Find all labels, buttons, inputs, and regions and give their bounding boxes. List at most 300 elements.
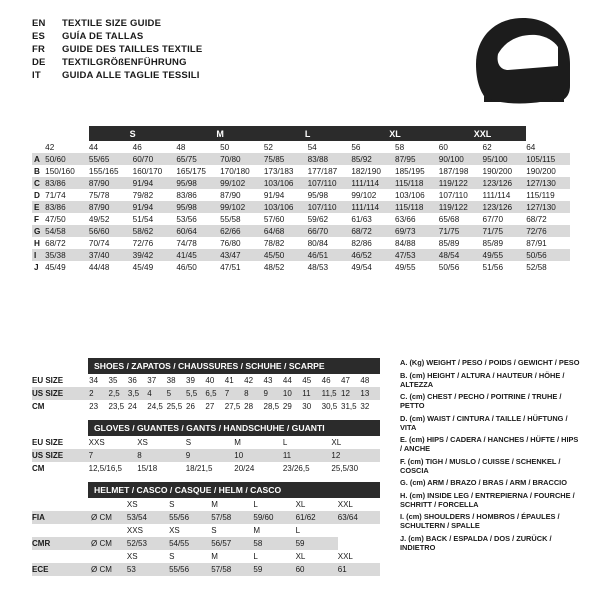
measurement-cell: 49/54 xyxy=(351,262,372,272)
numeric-size-cell: 50 xyxy=(220,142,230,152)
measurement-cell: 83/88 xyxy=(308,153,352,165)
size-cell: 27 xyxy=(205,402,215,411)
size-cell: 9 xyxy=(264,387,283,400)
helmet-standard-label: ECE xyxy=(32,563,91,576)
table-row xyxy=(32,374,380,387)
language-title: GUIDE DES TAILLES TEXTILE xyxy=(62,44,203,55)
measurement-cell: 85/89 xyxy=(482,238,504,248)
spacer-cell xyxy=(91,550,127,563)
legend-item: G. (cm) ARM / BRAZO / BRAS / ARM / BRACCIO xyxy=(400,478,567,488)
helmet-size-cell: 55/56 xyxy=(169,511,211,524)
helmet-size-label: XXL xyxy=(337,500,353,509)
helmet-size-cell: 53 xyxy=(127,563,169,576)
size-cell: 9 xyxy=(186,449,235,462)
measurement-cell: 54/58 xyxy=(45,225,89,237)
numeric-size-cell: 52 xyxy=(263,142,273,152)
size-cell: 23/26,5 xyxy=(282,464,310,473)
measurement-cell: 49/52 xyxy=(88,214,110,224)
legend-item: I. (cm) SHOULDERS / HOMBROS / ÉPAULES / SCHULTERN / SPALLE xyxy=(400,512,560,531)
measurement-cell: 111/114 xyxy=(482,190,511,200)
helmet-size-cell: 59 xyxy=(253,563,295,576)
numeric-size-cell: 48 xyxy=(176,142,186,152)
spacer-cell xyxy=(91,498,127,511)
measurement-cell: 103/106 xyxy=(395,190,425,200)
row-label: EU SIZE xyxy=(32,376,64,385)
language-row xyxy=(32,70,452,81)
size-cell: 37 xyxy=(147,376,157,385)
numeric-size-cell: 42 xyxy=(45,142,55,152)
helmet-unit-label: Ø CM xyxy=(91,511,127,524)
measurement-cell: 115/119 xyxy=(526,190,555,200)
table-row xyxy=(32,177,570,189)
size-cell: M xyxy=(234,438,241,447)
numeric-size-cell: 60 xyxy=(438,142,448,152)
size-cell: 35 xyxy=(108,376,118,385)
measurement-cell: 111/114 xyxy=(351,177,395,189)
size-group-label: XL xyxy=(351,126,438,141)
numeric-size-cell: 46 xyxy=(132,142,142,152)
size-cell: 30 xyxy=(302,402,312,411)
measurement-cell: 65/75 xyxy=(176,153,220,165)
measurement-cell: 182/190 xyxy=(351,166,381,176)
measurement-cell: 49/55 xyxy=(483,249,527,261)
measurement-cell: 35/38 xyxy=(45,249,89,261)
helmet-standard-label: CMR xyxy=(32,537,91,550)
measurement-cell: 74/78 xyxy=(176,238,197,248)
measurement-cell: 70/80 xyxy=(220,153,264,165)
measurement-cell: 103/106 xyxy=(264,201,308,213)
helmet-size-label: L xyxy=(253,500,258,509)
language-title: TEXTILE SIZE GUIDE xyxy=(62,18,162,29)
table-row xyxy=(32,261,570,273)
measurement-cell: 62/66 xyxy=(220,225,264,237)
size-cell: 43 xyxy=(263,376,273,385)
size-cell: 28 xyxy=(244,402,254,411)
size-cell: 25,5 xyxy=(166,402,183,411)
measurement-row-label: A xyxy=(32,153,45,165)
table-row xyxy=(32,511,380,524)
helmet-size-label: XXS xyxy=(126,526,143,535)
helmet-size-header-row xyxy=(32,524,380,537)
measurement-cell: 39/42 xyxy=(133,249,177,261)
table-row xyxy=(32,189,570,201)
size-cell: 32 xyxy=(360,402,370,411)
measurement-cell: 75/85 xyxy=(264,153,308,165)
measurement-cell: 80/84 xyxy=(307,238,329,248)
helmet-size-cell: 52/53 xyxy=(127,537,169,550)
helmet-size-label: S xyxy=(169,552,175,561)
row-label: US SIZE xyxy=(32,449,89,462)
measurement-cell: 61/63 xyxy=(351,214,372,224)
measurement-cell: 57/60 xyxy=(263,214,285,224)
size-cell: XS xyxy=(137,438,148,447)
measurement-cell: 85/92 xyxy=(351,153,395,165)
size-cell: XL xyxy=(331,438,342,447)
measurement-cell: 127/130 xyxy=(526,201,570,213)
measurement-cell: 71/75 xyxy=(483,225,527,237)
size-cell: 5,5 xyxy=(186,387,205,400)
size-cell: 2 xyxy=(89,387,108,400)
measurement-cell: 48/54 xyxy=(439,249,483,261)
size-cell: 42 xyxy=(244,376,254,385)
measurement-cell: 50/56 xyxy=(526,249,570,261)
measurement-cell: 37/40 xyxy=(89,249,133,261)
measurement-cell: 55/65 xyxy=(89,153,133,165)
size-cell: 7 xyxy=(89,449,138,462)
language-row xyxy=(32,44,452,55)
measurement-cell: 87/90 xyxy=(220,190,241,200)
measurement-row-label: C xyxy=(32,177,45,189)
measurement-cell: 48/52 xyxy=(263,262,285,272)
table-row xyxy=(32,237,570,249)
measurement-cell: 150/160 xyxy=(45,166,75,176)
helmet-size-cell: 59 xyxy=(296,537,338,550)
helmet-size-cell: 60 xyxy=(296,563,338,576)
helmet-size-cell: 57/58 xyxy=(211,511,253,524)
size-cell: L xyxy=(282,438,288,447)
legend-item: B. (cm) HEIGHT / ALTURA / HAUTEUR / HÖHE / ALTEZZA xyxy=(400,370,565,389)
helmet-size-label: XL xyxy=(295,552,306,561)
size-cell: 15/18 xyxy=(137,464,158,473)
measurement-cell: 47/51 xyxy=(220,262,241,272)
measurement-cell: 84/88 xyxy=(395,238,416,248)
row-label xyxy=(32,550,91,563)
size-cell: 12,5/16,5 xyxy=(88,464,123,473)
language-code: FR xyxy=(32,44,46,55)
language-code: EN xyxy=(32,18,46,29)
legend-item: D. (cm) WAIST / CINTURA / TAILLE / HÜFTUNG / VITA xyxy=(400,413,568,432)
measurement-cell: 115/118 xyxy=(395,177,439,189)
measurement-cell: 47/53 xyxy=(395,249,439,261)
size-cell: 28,5 xyxy=(263,402,280,411)
row-label: US SIZE xyxy=(32,387,89,400)
helmet-unit-label: Ø CM xyxy=(91,563,127,576)
row-label: CM xyxy=(32,402,45,411)
size-cell: 47 xyxy=(341,376,350,385)
measurement-cell: 95/98 xyxy=(176,177,220,189)
size-cell: 11 xyxy=(302,387,321,400)
measurement-cell: 76/80 xyxy=(220,238,241,248)
helmet-size-label: M xyxy=(211,552,218,561)
measurement-cell: 99/102 xyxy=(351,190,377,200)
measurement-cell: 69/73 xyxy=(395,225,439,237)
helmet-size-cell: 57/58 xyxy=(211,563,253,576)
helmet-size-label: XS xyxy=(169,526,180,535)
measurement-cell: 115/118 xyxy=(395,201,439,213)
measurement-cell: 41/45 xyxy=(176,249,220,261)
size-cell: 11 xyxy=(283,449,332,462)
row-label: EU SIZE xyxy=(32,438,64,447)
size-cell: 41 xyxy=(224,376,234,385)
measurement-cell: 87/90 xyxy=(89,201,133,213)
size-cell: 36 xyxy=(127,376,137,385)
measurement-cell: 56/60 xyxy=(89,225,133,237)
measurement-cell: 72/76 xyxy=(526,225,570,237)
measurement-cell: 82/86 xyxy=(351,238,372,248)
helmet-size-cell: 58 xyxy=(253,537,295,550)
numeric-size-row xyxy=(32,141,570,153)
legend-item: E. (cm) HIPS / CADERA / HANCHES / HÜFTE / HIPS / ANCHE xyxy=(400,435,579,454)
measurement-cell: 44/48 xyxy=(88,262,110,272)
helmet-icon xyxy=(468,14,578,114)
measurement-cell: 71/75 xyxy=(439,225,483,237)
measurement-cell: 78/82 xyxy=(263,238,285,248)
size-cell: 40 xyxy=(205,376,215,385)
measurement-row-label: D xyxy=(34,190,40,200)
measurement-cell: 71/74 xyxy=(45,190,66,200)
table-row xyxy=(32,201,570,213)
numeric-size-cell: 56 xyxy=(351,142,361,152)
language-title: TEXTILGRÖßENFÜHRUNG xyxy=(62,57,187,68)
measurement-cell: 70/74 xyxy=(88,238,110,248)
legend-item: J. (cm) BACK / ESPALDA / DOS / ZURÜCK / INDIETRO xyxy=(400,534,552,553)
helmet-size-cell: 55/56 xyxy=(169,563,211,576)
size-cell: XXS xyxy=(88,438,105,447)
measurement-cell: 68/72 xyxy=(526,214,547,224)
size-cell: 3,5 xyxy=(128,387,147,400)
size-cell: S xyxy=(185,438,192,447)
equipment-size-panel xyxy=(32,358,380,576)
helmet-size-cell: 61 xyxy=(338,563,380,576)
size-cell: 45 xyxy=(302,376,312,385)
measurement-cell: 49/55 xyxy=(395,262,416,272)
size-cell: 26 xyxy=(186,402,195,411)
measurement-cell: 60/70 xyxy=(133,153,177,165)
size-cell: 39 xyxy=(186,376,195,385)
measurement-row-label: F xyxy=(34,214,40,224)
table-row xyxy=(32,400,380,413)
measurement-cell: 79/82 xyxy=(132,190,154,200)
measurement-cell: 170/180 xyxy=(220,166,250,176)
size-cell: 25,5/30 xyxy=(331,464,359,473)
shoes-table xyxy=(32,374,380,413)
measurement-row-label: H xyxy=(34,238,40,248)
helmet-standard-label: FIA xyxy=(32,511,91,524)
measurement-cell: 165/175 xyxy=(176,166,206,176)
language-row xyxy=(32,57,452,68)
measurement-cell: 95/98 xyxy=(176,201,220,213)
legend-item: H. (cm) INSIDE LEG / ENTREPIERNA / FOURCHE / SCHRITT / FORCELLA xyxy=(400,490,575,509)
measurement-cell: 187/198 xyxy=(438,166,469,176)
measurement-cell: 123/126 xyxy=(483,177,527,189)
helmet-size-label: L xyxy=(253,552,258,561)
size-cell: 13 xyxy=(360,387,380,400)
size-cell: 5 xyxy=(167,387,186,400)
legend-item: F. (cm) TIGH / MUSLO / CUISSE / SCHENKEL / COSCIA xyxy=(400,456,561,475)
measurement-cell: 95/100 xyxy=(483,153,527,165)
measurement-cell: 185/195 xyxy=(395,166,425,176)
size-cell: 44 xyxy=(282,376,292,385)
language-code: ES xyxy=(32,31,46,42)
measurement-cell: 83/86 xyxy=(176,190,197,200)
measurement-cell: 50/60 xyxy=(45,153,89,165)
helmet-size-header-row xyxy=(32,498,380,511)
table-row xyxy=(32,249,570,261)
size-group-header-row xyxy=(32,126,570,141)
textile-size-table xyxy=(32,126,570,273)
language-code: IT xyxy=(32,70,41,81)
measurement-cell: 66/70 xyxy=(308,225,352,237)
measurement-row-label: J xyxy=(34,262,39,272)
row-label xyxy=(32,498,91,511)
measurement-cell: 64/68 xyxy=(264,225,308,237)
measurement-cell: 91/94 xyxy=(133,201,177,213)
measurement-cell: 119/122 xyxy=(439,177,483,189)
size-cell: 46 xyxy=(321,376,331,385)
numeric-size-cell: 58 xyxy=(395,142,405,152)
helmet-size-cell: 61/62 xyxy=(296,511,338,524)
helmet-size-label: XS xyxy=(126,500,138,509)
measurement-cell: 47/50 xyxy=(45,214,66,224)
measurement-cell: 105/115 xyxy=(526,153,570,165)
size-cell: 20/24 xyxy=(234,464,255,473)
size-cell: 10 xyxy=(234,449,283,462)
measurement-cell: 75/78 xyxy=(88,190,110,200)
row-label xyxy=(32,524,91,537)
size-cell: 29 xyxy=(282,402,292,411)
language-header xyxy=(32,18,452,83)
measurement-cell: 67/70 xyxy=(482,214,504,224)
helmet-size-cell: 54/55 xyxy=(169,537,211,550)
measurement-cell: 87/90 xyxy=(89,177,133,189)
spacer-cell xyxy=(91,524,127,537)
numeric-size-cell: 62 xyxy=(482,142,492,152)
measurement-cell: 68/72 xyxy=(45,238,66,248)
numeric-size-cell: 64 xyxy=(526,142,536,152)
helmet-size-cell: 59/60 xyxy=(253,511,295,524)
measurement-cell: 55/58 xyxy=(220,214,241,224)
measurement-row-label: E xyxy=(32,201,45,213)
size-cell: 27,5 xyxy=(224,402,241,411)
measurement-cell: 50/56 xyxy=(438,262,460,272)
measurement-cell: 91/94 xyxy=(133,177,177,189)
measurement-cell: 59/62 xyxy=(307,214,329,224)
measurement-cell: 95/98 xyxy=(307,190,329,200)
gloves-table xyxy=(32,436,380,475)
size-group-label: S xyxy=(89,126,176,141)
size-cell: 18/21,5 xyxy=(185,464,213,473)
measurement-cell: 46/50 xyxy=(176,262,197,272)
size-cell: 24 xyxy=(127,402,137,411)
helmet-size-label: XL xyxy=(295,500,306,509)
helmet-size-cell: 53/54 xyxy=(127,511,169,524)
measurement-cell: 127/130 xyxy=(526,177,570,189)
measurement-cell: 53/56 xyxy=(176,214,197,224)
measurement-cell: 99/102 xyxy=(220,177,264,189)
size-cell: 30,5 xyxy=(321,402,338,411)
size-cell: 12 xyxy=(331,449,380,462)
size-cell: 31,5 xyxy=(341,402,357,411)
table-row xyxy=(32,436,380,449)
table-row xyxy=(32,449,380,462)
measurement-cell: 155/165 xyxy=(88,166,119,176)
table-row xyxy=(32,213,570,225)
row-label: CM xyxy=(32,464,45,473)
numeric-size-cell: 54 xyxy=(307,142,317,152)
helmet-unit-label: Ø CM xyxy=(91,537,127,550)
size-cell: 23 xyxy=(89,402,99,411)
gloves-section-title: GLOVES / GUANTES / GANTS / HANDSCHUHE / GUANTI xyxy=(88,420,380,436)
table-row xyxy=(32,462,380,475)
helmet-section-title: HELMET / CASCO / CASQUE / HELM / CASCO xyxy=(88,482,380,498)
size-group-label: M xyxy=(176,126,263,141)
measurement-cell: 63/66 xyxy=(395,214,416,224)
measurement-cell: 43/47 xyxy=(220,249,264,261)
helmet-size-label: XS xyxy=(126,552,138,561)
size-cell: 11,5 xyxy=(322,387,341,400)
measurement-cell: 87/95 xyxy=(395,153,439,165)
language-title: GUÍA DE TALLAS xyxy=(62,31,144,42)
measurement-cell: 173/183 xyxy=(263,166,294,176)
helmet-size-label: M xyxy=(253,526,261,535)
measurement-cell: 85/89 xyxy=(438,238,460,248)
measurement-cell: 65/68 xyxy=(438,214,460,224)
measurement-cell: 160/170 xyxy=(132,166,163,176)
measurement-cell: 99/102 xyxy=(220,201,264,213)
helmet-size-header-row xyxy=(32,550,380,563)
table-row xyxy=(32,563,380,576)
language-code: DE xyxy=(32,57,46,68)
language-row xyxy=(32,31,452,42)
measurement-cell: 91/94 xyxy=(263,190,285,200)
table-row xyxy=(32,165,570,177)
helmet-size-cell: 56/57 xyxy=(211,537,253,550)
size-cell: 12 xyxy=(341,387,360,400)
numeric-size-cell: 44 xyxy=(88,142,99,152)
measurement-cell: 60/64 xyxy=(176,225,220,237)
measurement-cell: 46/52 xyxy=(351,249,395,261)
legend-item: C. (cm) CHEST / PECHO / POITRINE / TRUHE / PETTO xyxy=(400,392,562,411)
legend-item: A. (Kg) WEIGHT / PESO / POIDS / GEWICHT / PESO xyxy=(400,358,580,367)
measurement-cell: 68/72 xyxy=(351,225,395,237)
measurement-cell: 190/200 xyxy=(482,166,513,176)
size-cell: 10 xyxy=(283,387,302,400)
helmet-size-label: S xyxy=(169,500,175,509)
measurement-row-label: I xyxy=(32,249,45,261)
measurement-cell: 107/110 xyxy=(438,190,468,200)
size-cell: 4 xyxy=(147,387,166,400)
measurement-cell: 83/86 xyxy=(45,201,89,213)
measurement-cell: 177/187 xyxy=(307,166,338,176)
measurement-cell: 111/114 xyxy=(351,201,395,213)
table-row xyxy=(32,225,570,237)
size-cell: 6,5 xyxy=(205,387,224,400)
table-row xyxy=(32,537,380,550)
measurement-cell: 103/106 xyxy=(264,177,308,189)
measurement-cell: 119/122 xyxy=(439,201,483,213)
measurement-cell: 45/50 xyxy=(264,249,308,261)
helmet-size-cell: 63/64 xyxy=(338,511,380,524)
measurement-cell: 107/110 xyxy=(308,201,352,213)
measurement-cell: 87/91 xyxy=(526,238,547,248)
row-label xyxy=(32,141,45,153)
size-cell: 8 xyxy=(137,449,186,462)
size-cell: 23,5 xyxy=(108,402,125,411)
measurement-cell: 48/53 xyxy=(307,262,329,272)
measurement-row-label: G xyxy=(32,225,45,237)
measurement-cell: 45/49 xyxy=(45,262,66,272)
measurement-cell: 58/62 xyxy=(133,225,177,237)
helmet-table xyxy=(32,498,380,576)
size-group-label: L xyxy=(264,126,351,141)
helmet-size-label: S xyxy=(211,526,217,535)
language-title: GUIDA ALLE TAGLIE TESSILI xyxy=(62,70,200,81)
size-group-label: XXL xyxy=(439,126,526,141)
size-cell: 38 xyxy=(166,376,176,385)
helmet-size-label: M xyxy=(211,500,218,509)
size-cell: 34 xyxy=(89,376,99,385)
size-cell: 48 xyxy=(360,376,370,385)
